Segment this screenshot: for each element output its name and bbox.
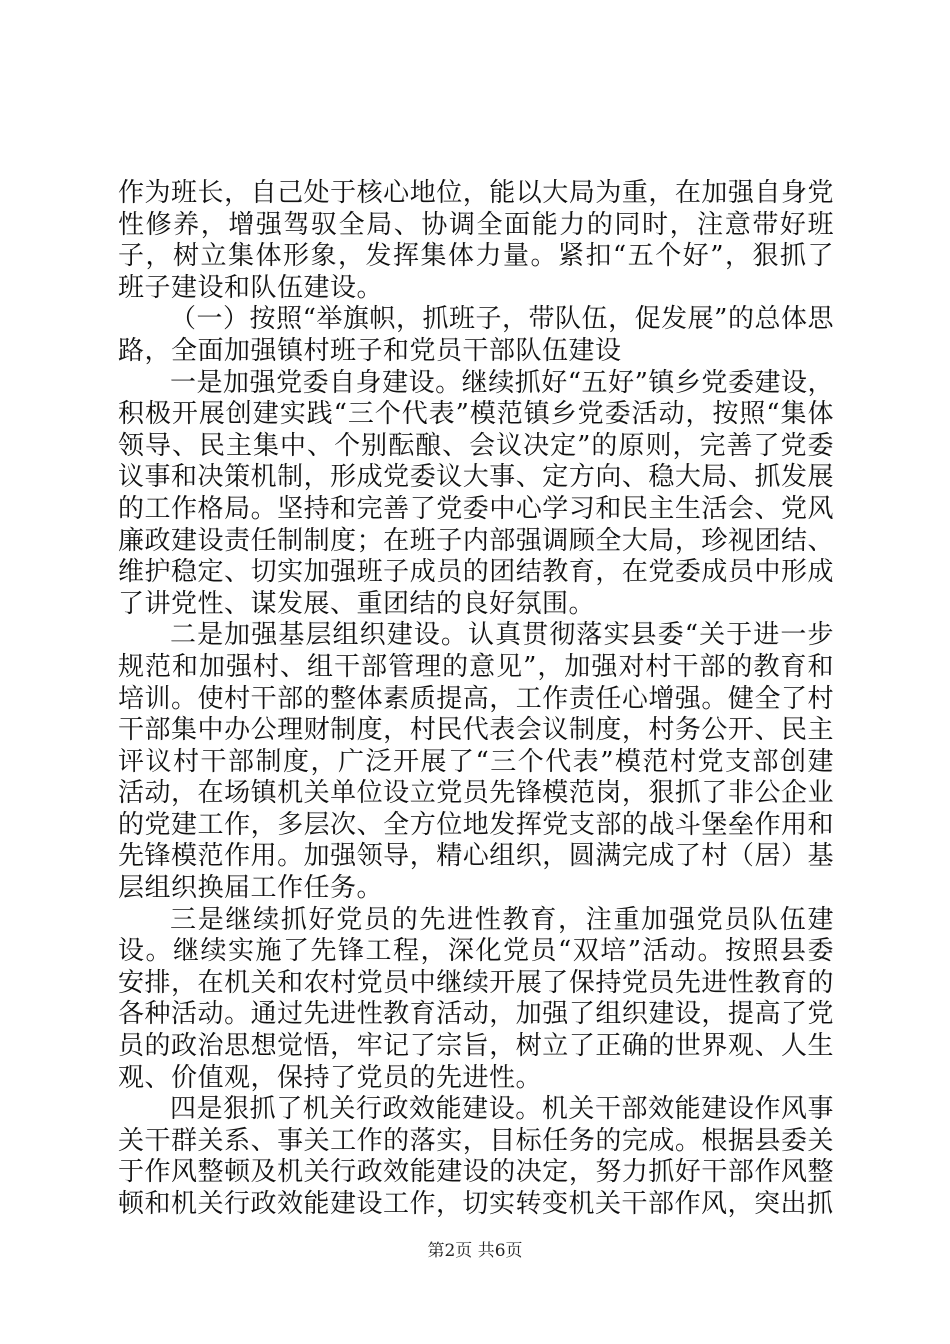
page-footer: 第2页 共6页 <box>427 1241 523 1261</box>
paragraph-1: 作为班长，自己处于核心地位，能以大局为重，在加强自身党性修养，增强驾驭全局、协调全面能力的同时，注意带好班子，树立集体形象，发挥集体力量。紧扣“五个好”，狠抓了班子建设和队伍建设。 <box>118 178 834 303</box>
paragraph-5: 三是继续抓好党员的先进性教育，注重加强党员队伍建设。继续实施了先锋工程，深化党员“双培”活动。按照县委安排，在机关和农村党员中继续开展了保持党员先进性教育的各种活动。通过先进性教育活动，加强了组织建设，提高了党员的政治思想觉悟，牢记了宗旨，树立了正确的世界观、人生观、价值观，保持了党员的先进性。 <box>118 904 834 1093</box>
paragraph-6: 四是狠抓了机关行政效能建设。机关干部效能建设作风事关干群关系、事关工作的落实，目标任务的完成。根据县委关于作风整顿及机关行政效能建设的决定，努力抓好干部作风整顿和机关行政效能建设工作，切实转变机关干部作风，突出抓 <box>118 1094 834 1219</box>
paragraph-4: 二是加强基层组织建设。认真贯彻落实县委“关于进一步规范和加强村、组干部管理的意见”，加强对村干部的教育和培训。使村干部的整体素质提高，工作责任心增强。健全了村干部集中办公理财制度，村民代表会议制度，村务公开、民主评议村干部制度，广泛开展了“三个代表”模范村党支部创建活动，在场镇机关单位设立党员先锋模范岗，狠抓了非公企业的党建工作，多层次、全方位地发挥党支部的战斗堡垒作用和先锋模范作用。加强领导，精心组织，圆满完成了村（居）基层组织换届工作任务。 <box>118 620 834 904</box>
paragraph-2-section-heading: （一）按照“举旗帜，抓班子，带队伍，促发展”的总体思路，全面加强镇村班子和党员干部队伍建设 <box>118 304 834 366</box>
document-body <box>118 178 834 1221</box>
paragraph-3: 一是加强党委自身建设。继续抓好“五好”镇乡党委建设，积极开展创建实践“三个代表”模范镇乡党委活动，按照“集体领导、民主集中、个别酝酿、会议决定”的原则，完善了党委议事和决策机制，形成党委议大事、定方向、稳大局、抓发展的工作格局。坚持和完善了党委中心学习和民主生活会、党风廉政建设责任制制度；在班子内部强调顾全大局，珍视团结、维护稳定、切实加强班子成员的团结教育，在党委成员中形成了讲党性、谋发展、重团结的良好氛围。 <box>118 367 834 619</box>
